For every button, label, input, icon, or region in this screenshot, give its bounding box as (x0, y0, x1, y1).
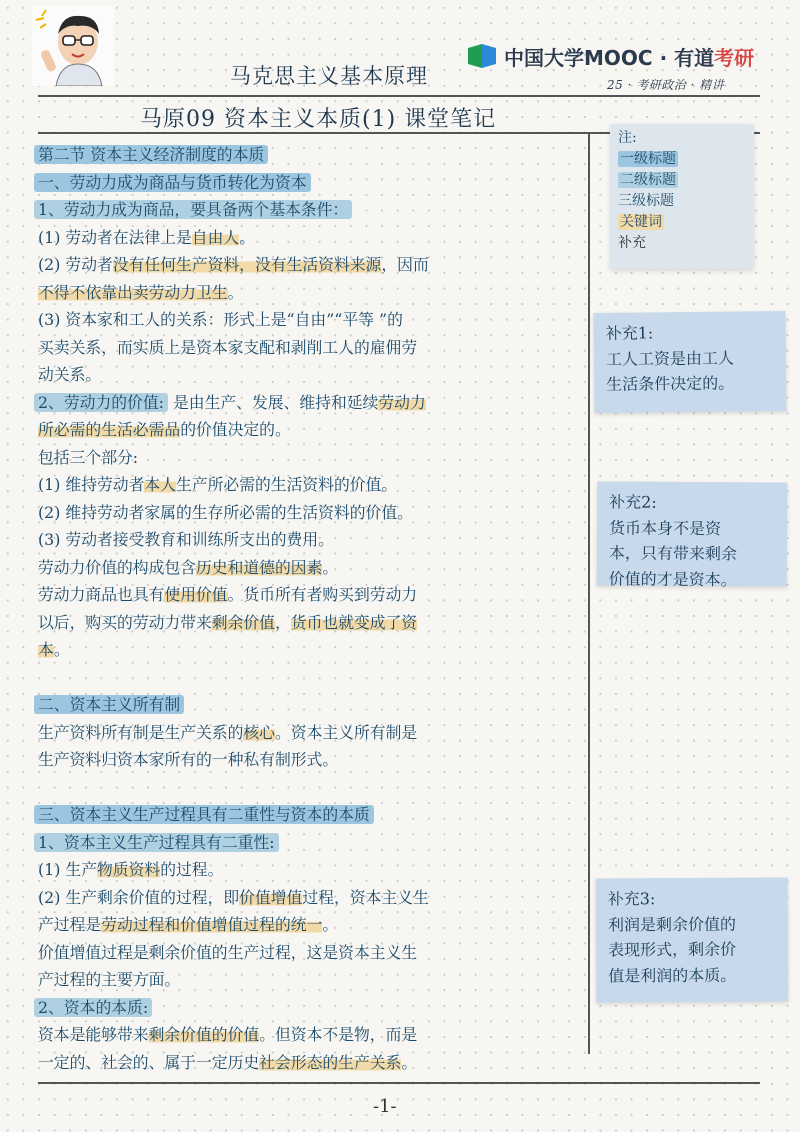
footer-divider (38, 1082, 760, 1084)
subheading-1-2: 2、劳动力的价值: (34, 393, 168, 412)
value-composition: 劳动力价值的构成包含历史和道德的因素。 (38, 557, 339, 577)
condition-3-line3: 动关系。 (38, 365, 102, 384)
header-divider (38, 95, 760, 97)
condition-3-line1: (3) 资本家和工人的关系：形式上是“自由”“平等 ”的 (38, 310, 403, 329)
note-line: 货币本身不是资 (608, 517, 722, 538)
subheading-3-2: 2、资本的本质: (34, 998, 152, 1017)
note-line: 工人工资是由工人 (605, 348, 735, 369)
heading-3: 三、资本主义生产过程具有二重性与资本的本质 (34, 805, 374, 824)
duality-2-line1: (2) 生产剩余价值的过程，即价值增值过程，资本主义生 (38, 887, 429, 907)
avatar (32, 6, 114, 86)
condition-2-line1: (2) 劳动者没有任何生产资料，没有生活资料来源，因而 (38, 255, 429, 274)
main-aspect-line1: 价值增值过程是剩余价值的生产过程，这是资本主义生 (38, 942, 418, 962)
page-number: -1- (373, 1096, 397, 1117)
duality-1: (1) 生产物质资料的过程。 (38, 860, 224, 879)
legend-supplement: 补充 (618, 235, 646, 251)
section-title: 第二节 资本主义经济制度的本质 (34, 145, 268, 164)
legend-heading-1: 一级标题 (620, 151, 676, 167)
duality-2-line2: 产过程是劳动过程和价值增值过程的统一。 (38, 915, 339, 934)
labor-value-line2: 所必需的生活必需品的价值决定的。 (38, 420, 291, 439)
legend-heading-2: 二级标题 (620, 172, 676, 188)
legend-note (610, 124, 754, 269)
note-line: 表现形式，剩余价 (608, 939, 737, 960)
note-title: 补充2: (609, 492, 657, 512)
note-line: 利润是剩余价值的 (607, 914, 736, 934)
use-value-line1: 劳动力商品也具有使用价值。货币所有者购买到劳动力 (38, 585, 418, 604)
note-line: 值是利润的本质。 (608, 965, 737, 985)
capital-essence-line2: 一定的、社会的、属于一定历史社会形态的生产关系。 (38, 1052, 418, 1072)
ownership-line2: 生产资料归资本家所有的一种私有制形式。 (38, 750, 339, 769)
tagline: 25 · 考研政治 · 精讲 (607, 78, 725, 92)
note-title: 补充3: (607, 889, 656, 909)
note-line: 生活条件决定的。 (606, 373, 735, 394)
labor-value-line1: 2、劳动力的价值: 是由生产、发展、维持和延续劳动力 (38, 389, 584, 417)
use-value-line3: 本。 (38, 640, 70, 659)
notes-body (38, 141, 584, 1076)
capital-essence-line1: 资本是能够带来剩余价值的价值。但资本不是物，而是 (38, 1025, 418, 1044)
part-1: (1) 维持劳动者本人生产所必需的生活资料的价值。 (38, 475, 398, 494)
mooc-logo-icon (466, 43, 498, 69)
legend-title: 注: (618, 130, 637, 146)
ownership-line1: 生产资料所有制是生产关系的核心。资本主义所有制是 (38, 722, 418, 742)
condition-2-line2: 不得不依靠出卖劳动力卫生。 (38, 282, 244, 302)
heading-1: 一、劳动力成为商品与货币转化为资本 (34, 173, 311, 192)
column-divider (588, 132, 590, 1054)
supplement-note-2 (597, 481, 788, 589)
supplement-note-1 (593, 311, 786, 413)
logo-text: 中国大学MOOC · 有道考研 (504, 45, 755, 70)
heading-2: 二、资本主义所有制 (34, 695, 184, 714)
part-3: (3) 劳动者接受教育和训练所支出的费用。 (38, 530, 334, 549)
lecture-title: 马原09 资本主义本质(1) 课堂笔记 (140, 107, 497, 132)
subheading-3-1: 1、资本主义生产过程具有二重性: (34, 833, 279, 852)
course-title: 马克思主义基本原理 (230, 64, 428, 88)
condition-3-line2: 买卖关系，而实质上是资本家支配和剥削工人的雇佣劳 (38, 337, 418, 357)
subheading-1-1: 1、劳动力成为商品，要具备两个基本条件： (34, 200, 352, 219)
note-line: 本，只有带来剩余 (608, 543, 737, 564)
condition-1: (1) 劳动者在法律上是自由人。 (38, 227, 255, 247)
note-line: 价值的才是资本。 (608, 568, 737, 589)
parts-intro: 包括三个部分: (38, 447, 139, 467)
note-title: 补充1: (605, 323, 654, 343)
mooc-logo (466, 40, 754, 72)
main-aspect-line2: 产过程的主要方面。 (38, 970, 181, 989)
legend-keyword: 关键词 (620, 214, 662, 230)
part-2: (2) 维持劳动者家属的生存所必需的生活资料的价值。 (38, 502, 413, 522)
legend-heading-3: 三级标题 (618, 193, 674, 209)
supplement-note-3 (596, 877, 789, 1002)
use-value-line2: 以后，购买的劳动力带来剩余价值，货币也就变成了资 (38, 612, 418, 632)
